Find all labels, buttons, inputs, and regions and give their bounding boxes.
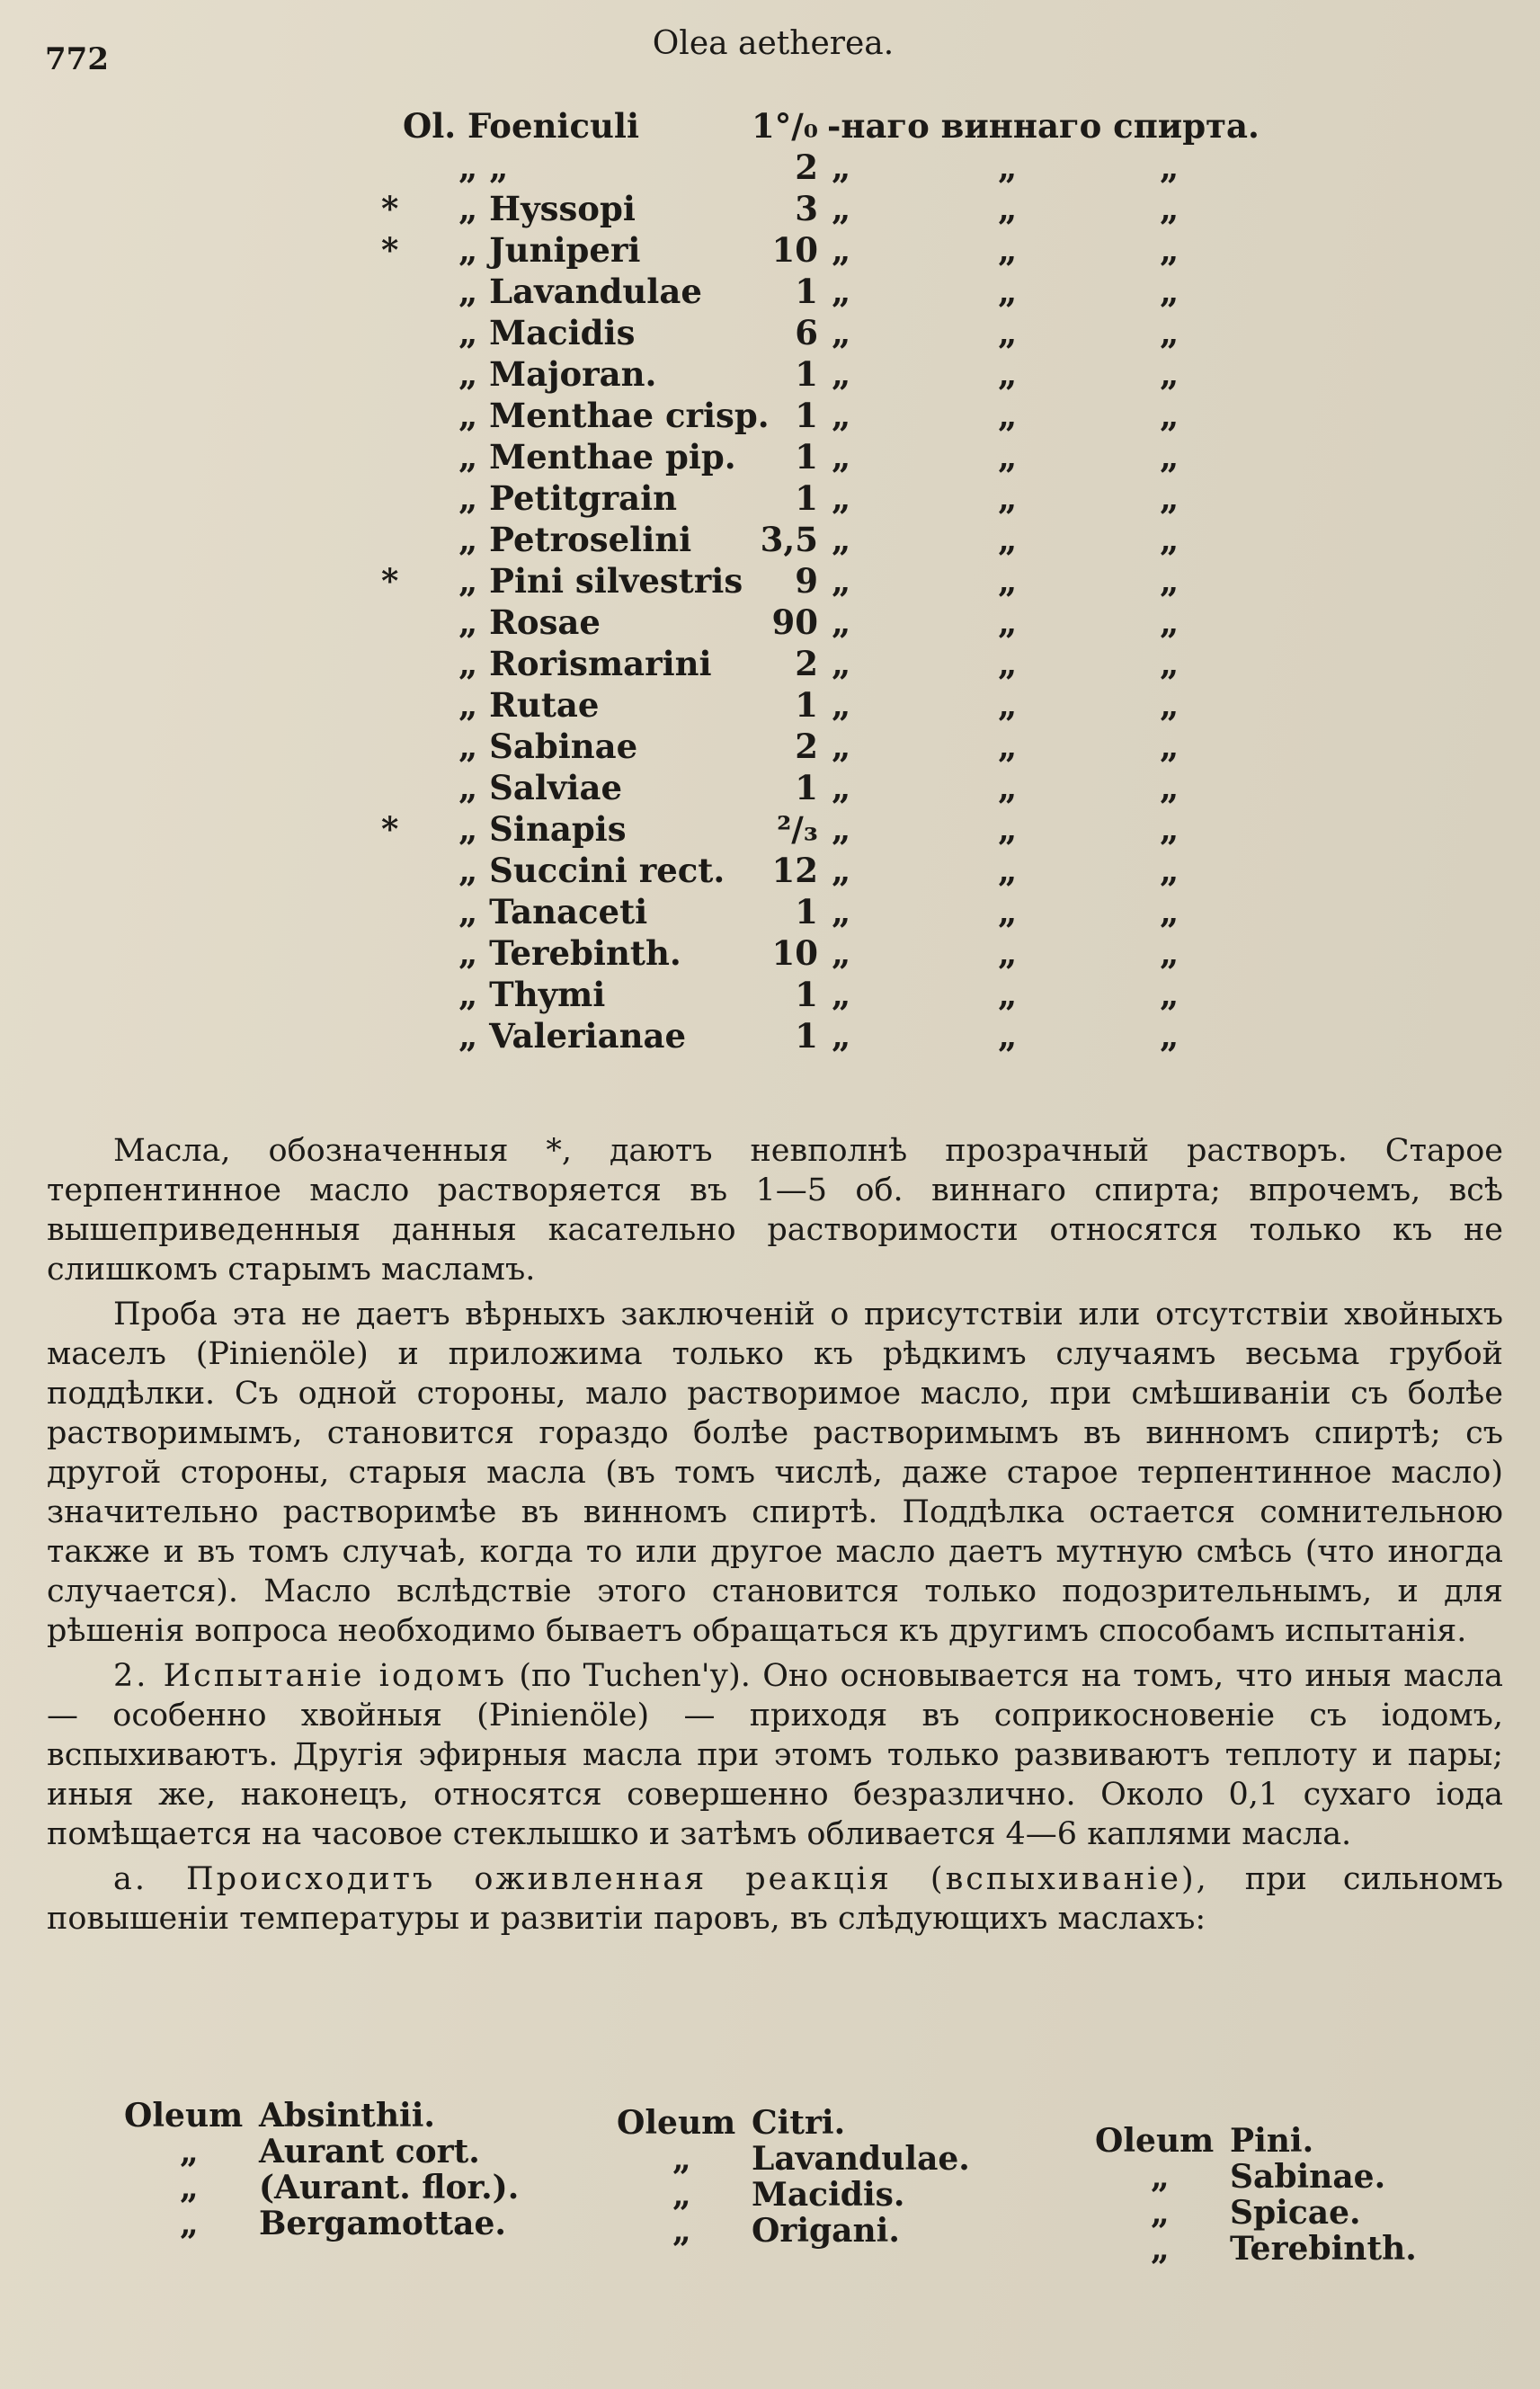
ditto-mark: „ xyxy=(1160,561,1179,601)
table-row xyxy=(378,106,1384,147)
ditto-mark: „ xyxy=(1160,892,1179,932)
ditto-mark: „ xyxy=(1151,2230,1170,2268)
table-row xyxy=(378,437,1384,478)
paragraph-text: при сильномъ повышеніи температуры и развитіи паровъ, въ слѣдующихъ маслахъ: xyxy=(47,1861,1504,1937)
ditto-mark: „ xyxy=(1160,1016,1179,1056)
ditto-mark: „ xyxy=(998,602,1018,642)
oil-name: Absinthii. xyxy=(259,2097,435,2135)
ditto-mark: „ xyxy=(998,809,1018,849)
oil-name: „ Pini silvestris xyxy=(458,561,743,601)
ditto-mark: „ xyxy=(998,354,1018,394)
oil-name: „ Hyssopi xyxy=(458,189,636,228)
oil-value: 1 xyxy=(795,768,818,807)
oil-name: Bergamottae. xyxy=(259,2205,506,2242)
oil-value: 1 xyxy=(795,396,818,435)
page-header xyxy=(45,25,1501,79)
table-row xyxy=(378,313,1384,354)
oil-name: Terebinth. xyxy=(1230,2230,1417,2268)
oil-value: 12 xyxy=(771,851,818,890)
oil-solvent: -наго виннаго спирта. xyxy=(827,106,1260,146)
ditto-mark: „ xyxy=(1160,478,1179,518)
oil-value: 10 xyxy=(771,230,818,270)
ditto-mark: „ xyxy=(832,272,851,311)
oil-name: Citri. xyxy=(752,2104,846,2142)
table-row xyxy=(378,272,1384,313)
ditto-mark: „ xyxy=(832,768,851,807)
page-number: 772 xyxy=(45,41,109,77)
oil-name: Origani. xyxy=(752,2212,900,2250)
oil-name: Spicae. xyxy=(1230,2194,1361,2232)
oil-value: 1 xyxy=(795,1016,818,1056)
ditto-mark: „ xyxy=(832,644,851,683)
running-title: Olea aetherea. xyxy=(652,25,895,62)
ditto-mark: „ xyxy=(998,272,1018,311)
ditto-mark: „ xyxy=(1151,2158,1170,2196)
ditto-mark: „ xyxy=(180,2133,199,2171)
ditto-mark: „ xyxy=(998,685,1018,725)
ditto-mark: „ xyxy=(832,892,851,932)
ditto-mark: „ xyxy=(998,892,1018,932)
ditto-mark: „ xyxy=(1160,933,1179,973)
table-row xyxy=(378,933,1384,975)
oil-name: „ Rutae xyxy=(458,685,600,725)
oil-name: „ Valerianae xyxy=(458,1016,686,1056)
oil-value: 2 xyxy=(795,727,818,766)
table-row xyxy=(378,478,1384,520)
table-row xyxy=(378,851,1384,892)
oil-name: „ Sabinae xyxy=(458,727,638,766)
oil-name: „ Petitgrain xyxy=(458,478,678,518)
table-row xyxy=(378,1016,1384,1057)
oil-name: „ Menthae crisp. xyxy=(458,396,770,435)
oil-value: 1 xyxy=(795,437,818,477)
ditto-mark: „ xyxy=(1160,602,1179,642)
ditto-mark: „ xyxy=(180,2205,199,2242)
ditto-mark: „ xyxy=(998,768,1018,807)
ditto-mark: „ xyxy=(1160,272,1179,311)
table-row xyxy=(378,768,1384,809)
ditto-mark: „ xyxy=(1160,354,1179,394)
oil-value: 1 xyxy=(795,685,818,725)
oil-value: 3,5 xyxy=(760,520,818,559)
oil-value: 1°/₀ xyxy=(752,106,818,146)
ditto-mark: „ xyxy=(998,478,1018,518)
oil-name: „ Menthae pip. xyxy=(458,437,736,477)
oil-name: Pini. xyxy=(1230,2122,1314,2160)
table-row xyxy=(378,685,1384,727)
ditto-mark: „ xyxy=(1160,230,1179,270)
ditto-mark: „ xyxy=(832,478,851,518)
oil-value: 9 xyxy=(795,561,818,601)
ditto-mark: „ xyxy=(832,933,851,973)
ditto-mark: „ xyxy=(998,520,1018,559)
table-row xyxy=(378,892,1384,933)
oil-name: „ Macidis xyxy=(458,313,636,352)
ditto-mark: „ xyxy=(1160,685,1179,725)
oil-name: „ Majoran. xyxy=(458,354,657,394)
ditto-mark: „ xyxy=(1160,851,1179,890)
oil-name: „ Succini rect. xyxy=(458,851,725,890)
oil-value: 1 xyxy=(795,354,818,394)
oil-name: „ Petroselini xyxy=(458,520,692,559)
ditto-mark: „ xyxy=(1160,768,1179,807)
ditto-mark: „ xyxy=(1160,396,1179,435)
oil-name: „ Tanaceti xyxy=(458,892,648,932)
oil-lead-word: Oleum xyxy=(124,2097,244,2135)
ditto-mark: „ xyxy=(672,2140,691,2178)
oil-lead-word: Oleum xyxy=(1095,2122,1215,2160)
ditto-mark: „ xyxy=(998,644,1018,683)
ditto-mark: „ xyxy=(998,189,1018,228)
footnote-mark: * xyxy=(381,189,399,228)
ditto-mark: „ xyxy=(1160,809,1179,849)
ditto-mark: „ xyxy=(1151,2194,1170,2232)
table-row xyxy=(378,602,1384,644)
oil-name: (Aurant. flor.). xyxy=(259,2169,520,2206)
oil-name: „ Rorismarini xyxy=(458,644,712,683)
oil-value: ²/₃ xyxy=(777,809,818,849)
oil-name: Sabinae. xyxy=(1230,2158,1386,2196)
table-row xyxy=(378,809,1384,851)
oil-value: 2 xyxy=(795,644,818,683)
ditto-mark: „ xyxy=(998,975,1018,1014)
ditto-mark: „ xyxy=(998,437,1018,477)
ditto-mark: „ xyxy=(1160,520,1179,559)
oil-name: „ Juniperi xyxy=(458,230,641,270)
ditto-mark: „ xyxy=(832,230,851,270)
paragraph-text: (по Tuchen'у). Оно основывается на томъ, что иныя масла — особенно хвойныя (Pinienöle) — приходя въ соприкосновеніе съ іодомъ, вспыхиваютъ. Другія эфирныя масла при этомъ только развиваютъ теплоту и пары; иныя же, наконецъ, относятся совершенно безразлично. Около 0,1 сухаго іода помѣщается на часовое стеклышко и затѣмъ обливается 4—6 каплями масла. xyxy=(47,1658,1504,1852)
ditto-mark: „ xyxy=(180,2169,199,2206)
ditto-mark: „ xyxy=(832,851,851,890)
ditto-mark: „ xyxy=(832,602,851,642)
oil-name: „ Rosae xyxy=(458,602,601,642)
ditto-mark: „ xyxy=(832,189,851,228)
table-row xyxy=(378,189,1384,230)
ditto-mark: „ xyxy=(832,520,851,559)
ditto-mark: „ xyxy=(672,2212,691,2250)
oil-value: 3 xyxy=(795,189,818,228)
table-row xyxy=(378,975,1384,1016)
ditto-mark: „ xyxy=(1160,644,1179,683)
ditto-mark: „ xyxy=(832,147,851,187)
ditto-mark: „ xyxy=(832,727,851,766)
oil-name: Aurant cort. xyxy=(259,2133,480,2171)
table-row xyxy=(378,396,1384,437)
ditto-mark: „ xyxy=(1160,313,1179,352)
paragraph xyxy=(47,1656,1503,1854)
ditto-mark: „ xyxy=(1160,189,1179,228)
solubility-table xyxy=(378,106,1384,1057)
table-row xyxy=(378,354,1384,396)
ditto-mark: „ xyxy=(998,313,1018,352)
oil-lead-word: Oleum xyxy=(617,2104,736,2142)
oil-list xyxy=(124,2097,1473,2313)
oil-value: 10 xyxy=(771,933,818,973)
ditto-mark: „ xyxy=(1160,437,1179,477)
ditto-mark: „ xyxy=(832,561,851,601)
ditto-mark: „ xyxy=(672,2176,691,2214)
ditto-mark: „ xyxy=(998,933,1018,973)
ditto-mark: „ xyxy=(998,396,1018,435)
oil-name: „ Salviae xyxy=(458,768,622,807)
oil-name: „ „ xyxy=(458,147,509,187)
ditto-mark: „ xyxy=(1160,147,1179,187)
section-heading: 2. Испытаніе іодомъ xyxy=(113,1658,508,1694)
table-row xyxy=(378,644,1384,685)
ditto-mark: „ xyxy=(832,354,851,394)
ditto-mark: „ xyxy=(1160,975,1179,1014)
table-row xyxy=(378,230,1384,272)
ditto-mark: „ xyxy=(832,1016,851,1056)
oil-value: 6 xyxy=(795,313,818,352)
ditto-mark: „ xyxy=(832,437,851,477)
ditto-mark: „ xyxy=(998,561,1018,601)
oil-name: Macidis. xyxy=(752,2176,905,2214)
ditto-mark: „ xyxy=(1160,727,1179,766)
oil-value: 1 xyxy=(795,478,818,518)
oil-name: Lavandulae. xyxy=(752,2140,970,2178)
oil-name: „ Lavandulae xyxy=(458,272,702,311)
table-row xyxy=(378,561,1384,602)
ditto-mark: „ xyxy=(998,230,1018,270)
ditto-mark: „ xyxy=(832,313,851,352)
ditto-mark: „ xyxy=(832,685,851,725)
oil-value: 2 xyxy=(795,147,818,187)
ditto-mark: „ xyxy=(998,851,1018,890)
table-row xyxy=(378,727,1384,768)
footnote-mark: * xyxy=(381,230,399,270)
paragraph: Проба эта не даетъ вѣрныхъ заключеній о присутствіи или отсутствіи хвойныхъ маселъ (Pinienöle) и приложима только къ рѣдкимъ случаямъ весьма грубой поддѣлки. Съ одной стороны, мало растворимое масло, при смѣшиваніи съ болѣе растворимымъ, становится гораздо болѣе растворимымъ въ винномъ спиртѣ; съ другой стороны, старыя масла (въ томъ числѣ, даже старое терпентинное масло) значительно растворимѣе въ винномъ спиртѣ. Поддѣлка остается сомнительною также и въ томъ случаѣ, когда то или другое масло даетъ мутную смѣсь (что иногда случается). Масло вслѣдствіе этого становится только подозрительнымъ, и для рѣшенія вопроса необходимо бываетъ обращаться къ другимъ способамъ испытанія. xyxy=(47,1297,1503,1649)
ditto-mark: „ xyxy=(998,147,1018,187)
paragraph: Масла, обозначенныя *, даютъ невполнѣ прозрачный растворъ. Старое терпентинное масло растворяется въ 1—5 об. виннаго спирта; впрочемъ, всѣ вышеприведенныя данныя касательно растворимости относятся только къ не слишкомъ старымъ масламъ. xyxy=(47,1133,1503,1288)
subsection-heading: a. Происходитъ оживленная реакція (вспыхиваніе), xyxy=(113,1861,1209,1897)
oil-value: 90 xyxy=(771,602,818,642)
table-row xyxy=(378,520,1384,561)
oil-name: „ Sinapis xyxy=(458,809,627,849)
paragraph xyxy=(47,1859,1503,1939)
ditto-mark: „ xyxy=(832,809,851,849)
oil-name: „ Thymi xyxy=(458,975,606,1014)
oil-name: „ Terebinth. xyxy=(458,933,681,973)
ditto-mark: „ xyxy=(998,727,1018,766)
footnote-mark: * xyxy=(381,561,399,601)
body-text xyxy=(47,1131,1503,1944)
ditto-mark: „ xyxy=(998,1016,1018,1056)
oil-name: Ol. Foeniculi xyxy=(403,106,640,146)
ditto-mark: „ xyxy=(832,975,851,1014)
table-row xyxy=(378,147,1384,189)
oil-value: 1 xyxy=(795,272,818,311)
ditto-mark: „ xyxy=(832,396,851,435)
oil-value: 1 xyxy=(795,892,818,932)
footnote-mark: * xyxy=(381,809,399,849)
oil-value: 1 xyxy=(795,975,818,1014)
